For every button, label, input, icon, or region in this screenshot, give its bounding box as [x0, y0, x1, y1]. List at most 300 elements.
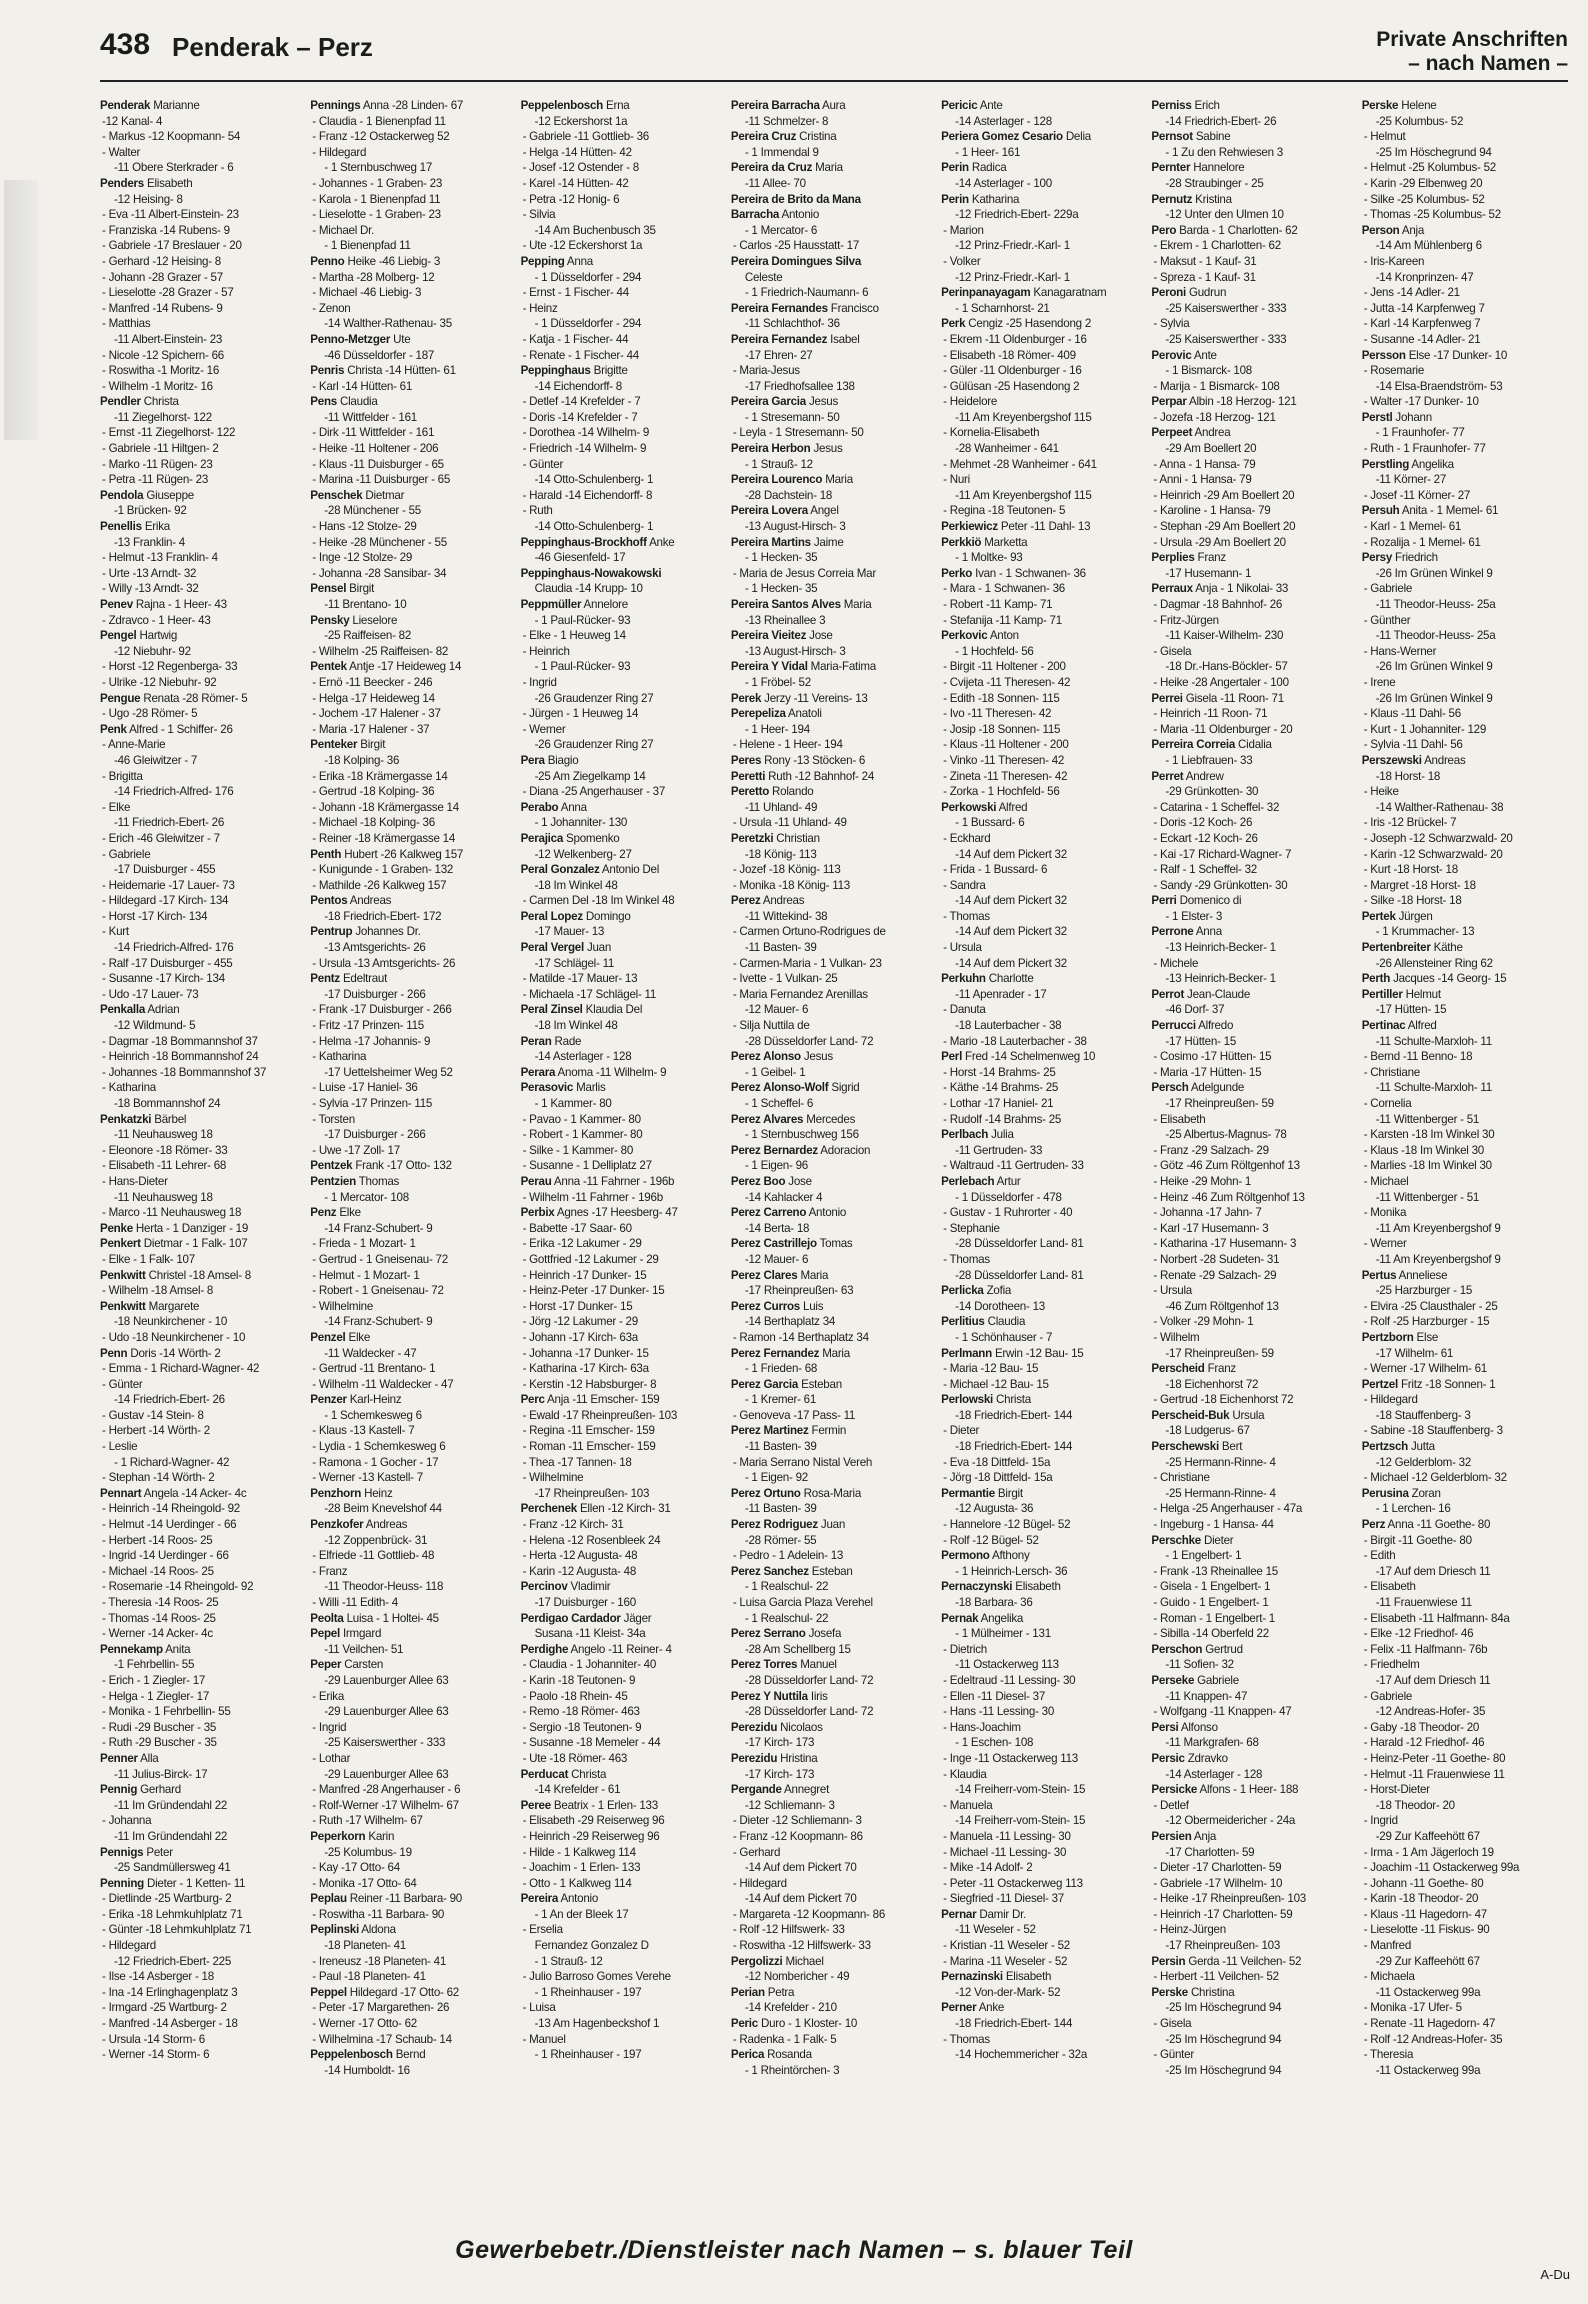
entry-detail: Anneliese: [1398, 1268, 1448, 1282]
directory-entry-address: - 1 Moltke- 93: [955, 551, 1023, 565]
column-2: [310, 98, 518, 2210]
directory-entry-head: [1151, 737, 1359, 753]
directory-entry-head: [310, 1158, 518, 1174]
entry-detail: Erwin -12 Bau- 15: [994, 1346, 1084, 1360]
directory-entry-address: -26 Im Grünen Winkel 9: [1375, 660, 1493, 674]
directory-entry: - Walter: [102, 145, 141, 159]
directory-entry-address: -14 Franz-Schubert- 9: [324, 1315, 433, 1329]
directory-entry-address: - 1 Mercator- 108: [324, 1190, 409, 1204]
directory-entry-address: -12 Augusta- 36: [955, 1502, 1034, 1516]
surname: Perica: [730, 2048, 765, 2062]
directory-entry-address: -28 Dachstein- 18: [744, 488, 833, 502]
directory-entry-address: -11 Im Gründendahl 22: [114, 1829, 228, 1843]
entry-detail: Heike -46 Liebig- 3: [347, 254, 441, 268]
directory-entry-head: [100, 691, 308, 707]
surname: Pertzel: [1361, 1377, 1398, 1391]
entry-detail: Elke: [339, 1206, 361, 1220]
directory-entry-address: -28 Straubinger - 25: [1165, 176, 1264, 190]
directory-entry-address: - 1 Sternbuschweg 156: [744, 1128, 859, 1142]
entry-detail: Juan: [820, 1518, 846, 1532]
directory-entry: - Maksut - 1 Kauf- 31: [1153, 254, 1257, 268]
directory-entry-address: -17 Rheinpreußen- 59: [1165, 1097, 1274, 1110]
directory-entry-address: - 1 Friedrich-Naumann- 6: [744, 286, 869, 300]
entry-detail: Ante: [1193, 348, 1217, 362]
surname: Peperkorn: [310, 1829, 366, 1843]
directory-entry: - Ellen -11 Diesel- 37: [943, 1689, 1046, 1703]
surname: Pennart: [100, 1486, 142, 1500]
directory-entry-address: -14 Friedrich-Alfred- 176: [114, 941, 234, 955]
directory-entry: - Ursula -29 Am Boellert 20: [1153, 535, 1286, 549]
directory-entry: - Lothar: [312, 1751, 351, 1765]
directory-entry-address: -18 Planeten- 41: [324, 1939, 407, 1953]
directory-entry: - Carmen-Maria - 1 Vulkan- 23: [732, 956, 882, 970]
directory-entry-head: [731, 332, 939, 348]
directory-entry-head: [100, 519, 308, 535]
directory-entry-address: -11 Ostackerweg 99a: [1375, 2063, 1481, 2077]
entry-detail: Albin -18 Herzog- 121: [1188, 395, 1297, 409]
directory-entry: - Rosemarie: [1363, 364, 1425, 378]
directory-entry: - Wilhelm -11 Fahrner - 196b: [522, 1190, 663, 1204]
surname: Perpeet: [1151, 426, 1193, 440]
directory-entry-head: [310, 659, 518, 675]
directory-entry: - Carmen Del -18 Im Winkel 48: [522, 894, 675, 908]
surname: Pensky: [310, 613, 350, 627]
entry-detail: Franz: [1207, 1362, 1236, 1376]
directory-entry: - Maria-Jesus: [732, 364, 800, 378]
surname: Peppmüller: [520, 598, 582, 611]
entry-detail: Bert: [1221, 1440, 1243, 1454]
directory-entry: - Edeltraud -11 Lessing- 30: [943, 1673, 1076, 1687]
entry-detail: Maria: [815, 161, 843, 175]
directory-entry: - Elke - 1 Falk- 107: [102, 1252, 195, 1266]
surname: Pereira de Brito da Mana: [730, 192, 861, 206]
entry-detail: Elisabeth: [1015, 1580, 1061, 1594]
directory-entry: - Elisabeth -11 Halfmann- 84a: [1363, 1611, 1510, 1625]
directory-entry-head: [310, 893, 518, 909]
surname: Perez Castrillejo: [730, 1237, 817, 1251]
surname: Perpar: [1151, 395, 1187, 409]
surname: Pentrup: [310, 925, 353, 939]
directory-entry-address: - 1 Sternbuschweg 17: [324, 161, 433, 175]
surname: Peric: [730, 2017, 758, 2031]
directory-entry-address: - 1 Bismarck- 108: [1165, 364, 1252, 378]
directory-entry: - Fritz-Jürgen: [1153, 613, 1219, 627]
entry-detail: Andreas: [762, 894, 805, 908]
directory-entry: - Harald -12 Friedhof- 46: [1363, 1736, 1485, 1750]
surname: Pereira Lourenco: [730, 473, 823, 487]
entry-detail: Antonio: [781, 208, 820, 222]
surname: Pennig: [100, 1783, 138, 1797]
entry-detail: Claudia: [339, 395, 378, 409]
entry-detail: Annelore: [583, 598, 628, 611]
entry-detail: Christina: [1190, 1985, 1235, 1999]
directory-entry: - Gisela: [1153, 644, 1192, 658]
directory-entry-address: - 1 Realschul- 22: [744, 1580, 829, 1594]
directory-entry: - Josef -11 Körner- 27: [1363, 488, 1471, 502]
directory-entry-address: -11 Obere Sterkrader - 6: [114, 161, 234, 175]
directory-entry: - Otto - 1 Kalkweg 114: [522, 1876, 632, 1890]
directory-entry-address: -17 Wilhelm- 61: [1375, 1346, 1454, 1360]
directory-entry: - Ute -18 Römer- 463: [522, 1751, 628, 1765]
directory-entry-head: [731, 441, 939, 457]
directory-entry-head: [941, 1283, 1149, 1299]
directory-entry: - Christiane: [1363, 1065, 1420, 1079]
directory-entry: - Helga -14 Hütten- 42: [522, 145, 632, 159]
directory-entry-address: -11 Apenrader - 17: [955, 987, 1047, 1001]
directory-entry: - Cvijeta -11 Theresen- 42: [943, 675, 1071, 689]
directory-entry: - Waltraud -11 Gertruden- 33: [943, 1159, 1084, 1173]
directory-entry-head: [521, 363, 729, 379]
surname: Penev: [100, 598, 133, 611]
directory-entry: - Ralf - 1 Scheffel- 32: [1153, 863, 1257, 877]
directory-entry-address: -12 Schliemann- 3: [744, 1798, 835, 1812]
surname: Perez Garcia: [730, 1377, 799, 1391]
directory-entry-address: -17 Charlotten- 59: [1165, 1845, 1255, 1859]
directory-entry-address: -12 Von-der-Mark- 52: [955, 1985, 1061, 1999]
entry-detail: Rosa-Maria: [803, 1486, 862, 1500]
directory-entry: - Ireneusz -18 Planeten- 41: [312, 1954, 447, 1968]
surname: Perez Rodriguez: [730, 1518, 818, 1532]
entry-detail: Angelo -11 Reiner- 4: [570, 1642, 672, 1656]
directory-entry: - Elfriede -11 Gottlieb- 48: [312, 1549, 435, 1563]
surname: Periera Gomez Cesario: [941, 130, 1063, 144]
directory-entry: - Cosimo -17 Hütten- 15: [1153, 1050, 1272, 1064]
directory-entry: - Manuela -11 Lessing- 30: [943, 1829, 1071, 1843]
directory-entry: - Claudia - 1 Johanniter- 40: [522, 1658, 657, 1672]
directory-entry: - Ursula -14 Storm- 6: [102, 2032, 205, 2046]
directory-entry-head: [100, 1299, 308, 1315]
directory-entry-address: -29 Lauenburger Allee 63: [324, 1673, 449, 1687]
directory-entry-address: - 1 Heer- 161: [955, 145, 1021, 159]
entry-detail: Cengiz -25 Hasendong 2: [968, 317, 1092, 331]
directory-entry-head: [941, 1392, 1149, 1408]
entry-detail: Aura: [822, 99, 846, 112]
directory-entry-address: -18 Friedrich-Ebert- 144: [955, 1440, 1073, 1454]
surname: Perez Ortuno: [730, 1486, 801, 1500]
directory-entry: - Günter: [522, 457, 564, 471]
directory-entry-head: [310, 1174, 518, 1190]
entry-detail: Else: [1416, 1330, 1439, 1344]
surname: Pernak: [941, 1611, 979, 1625]
directory-entry: - Gertrud -18 Eichenhorst 72: [1153, 1393, 1294, 1407]
directory-entry: - Petra -12 Honig- 6: [522, 192, 620, 206]
directory-entry: - Birgit -11 Holtener - 200: [943, 660, 1066, 674]
directory-entry: - Willy -13 Arndt- 32: [102, 582, 199, 596]
directory-entry: - Ruth - 1 Fraunhofer- 77: [1363, 442, 1486, 456]
entry-detail: Annegret: [784, 1783, 830, 1797]
entry-detail: Zoran: [1411, 1486, 1441, 1500]
directory-entry-address: -25 Im Höschegrund 94: [1165, 2032, 1282, 2046]
directory-entry-address: -25 Kaiserswerther - 333: [1165, 301, 1287, 315]
directory-entry: - Karin -18 Teutonen- 9: [522, 1673, 636, 1687]
entry-detail: Adoracion: [820, 1143, 871, 1157]
directory-entry: - Zenon: [312, 301, 351, 315]
directory-entry-address: -29 Grünkotten- 30: [1165, 785, 1259, 799]
surname: Penkert: [100, 1237, 141, 1251]
directory-entry-address: -14 Hochemmericher - 32a: [955, 2048, 1088, 2062]
directory-entry-head: [731, 207, 939, 223]
directory-entry: - Dirk -11 Wittfelder - 161: [312, 426, 435, 440]
surname: Pennigs: [100, 1845, 144, 1859]
directory-entry-head: [941, 519, 1149, 535]
directory-entry-head: [310, 332, 518, 348]
entry-detail: Antonio Del: [601, 863, 660, 877]
directory-entry-address: -11 Schlachthof- 36: [744, 317, 840, 331]
directory-entry-head: [521, 831, 729, 847]
directory-entry-head: [310, 1517, 518, 1533]
directory-entry: - Manuela: [943, 1798, 993, 1812]
directory-entry-head: [731, 1205, 939, 1221]
directory-entry: - Luisa Garcia Plaza Verehel: [732, 1596, 873, 1609]
entry-detail: Anna -11 Fahrner - 196b: [553, 1174, 675, 1188]
surname: Penkwitt: [100, 1299, 146, 1313]
directory-entry-address: -11 Am Kreyenbergshof 115: [955, 410, 1092, 424]
directory-entry-head: [941, 1314, 1149, 1330]
directory-entry: - Kurt -18 Horst- 18: [1363, 863, 1458, 877]
directory-entry: - Hildegard -17 Kirch- 134: [102, 894, 229, 908]
directory-entry: - Renate -29 Salzach- 29: [1153, 1268, 1277, 1282]
directory-entry-head: [100, 1002, 308, 1018]
directory-entry-head: [100, 1112, 308, 1128]
directory-entry: - Josip -18 Sonnen- 115: [943, 722, 1061, 736]
surname: Perez Fernandez: [730, 1346, 820, 1360]
directory-entry-address: - 1 Düsseldorfer - 294: [534, 317, 642, 331]
surname: Perezidu: [730, 1751, 778, 1765]
directory-entry-head: [1151, 1439, 1359, 1455]
directory-entry: - Kai -17 Richard-Wagner- 7: [1153, 847, 1292, 861]
directory-entry: - Ivette - 1 Vulkan- 25: [732, 972, 838, 986]
directory-entry: - Maria Serrano Nistal Vereh: [732, 1455, 873, 1469]
surname: Pereira da Cruz: [730, 161, 813, 175]
directory-entry: - Susanne -17 Kirch- 134: [102, 972, 225, 986]
surname: Perri: [1151, 894, 1177, 908]
directory-entry-address: -25 Harzburger - 15: [1375, 1284, 1473, 1298]
directory-entry: - Johanna -17 Jahn- 7: [1153, 1206, 1262, 1220]
directory-entry-address: - 1 Heinrich-Lersch- 36: [955, 1564, 1068, 1578]
directory-entry: - Helmut -11 Frauenwiese 11: [1363, 1767, 1505, 1781]
directory-entry-head: [100, 597, 308, 613]
directory-entry-head: [941, 628, 1149, 644]
directory-entry: - Wilhelm: [1153, 1330, 1200, 1344]
directory-entry-head: [731, 691, 939, 707]
directory-entry-address: - 1 Hecken- 35: [744, 551, 818, 565]
entry-detail: Barda - 1 Charlotten- 62: [1179, 223, 1298, 237]
directory-entry: - Johannes -18 Bommannshof 37: [102, 1065, 267, 1079]
directory-entry: - Friedrich -14 Wilhelm- 9: [522, 442, 647, 456]
entry-detail: Christa: [571, 1767, 607, 1781]
directory-entry-head: [310, 971, 518, 987]
entry-detail: Carsten: [344, 1658, 384, 1672]
directory-entry-address: -14 Eichendorff- 8: [534, 379, 623, 393]
surname: Perez Curros: [730, 1299, 801, 1313]
surname: Barracha: [730, 208, 780, 222]
directory-entry: - Helena -12 Rosenbleek 24: [522, 1533, 661, 1547]
directory-entry: - Rosemarie -14 Rheingold- 92: [102, 1580, 254, 1594]
directory-entry: - Michael -12 Bau- 15: [943, 1377, 1049, 1391]
directory-entry: - Rolf -12 Andreas-Hofer- 35: [1363, 2032, 1503, 2046]
surname: Pengue: [100, 691, 141, 705]
directory-entry-address: Celeste: [744, 270, 783, 284]
directory-entry-address: -17 Ehren- 27: [744, 348, 813, 362]
directory-entry-address: -28 Beim Knevelshof 44: [324, 1502, 442, 1516]
directory-entry-head: [1151, 1642, 1359, 1658]
entry-detail: Katharina: [971, 192, 1020, 206]
entry-detail: Biagio: [547, 753, 579, 767]
directory-entry: - Wilhelm -25 Raiffeisen- 82: [312, 644, 449, 658]
directory-entry-address: -11 Gertruden- 33: [955, 1143, 1043, 1157]
directory-entry: - Joachim - 1 Erlen- 133: [522, 1861, 641, 1875]
directory-entry-address: - 1 Richard-Wagner- 42: [114, 1455, 230, 1469]
directory-entry: - Hildegard: [312, 145, 367, 159]
directory-entry-head: [310, 2047, 518, 2063]
entry-detail: Adrian: [147, 1003, 180, 1017]
directory-entry-head: [731, 1377, 939, 1393]
directory-entry-head: [100, 1268, 308, 1284]
directory-entry-address: -18 Ludgerus- 67: [1165, 1424, 1250, 1438]
directory-entry: - Käthe -14 Brahms- 25: [943, 1081, 1059, 1095]
directory-entry-head: [100, 1221, 308, 1237]
directory-entry-address: -14 Krefelder - 210: [744, 2001, 837, 2015]
directory-entry-address: -17 Uettelsheimer Weg 52: [324, 1065, 453, 1079]
directory-entry: - Ernö -11 Beecker - 246: [312, 675, 433, 689]
directory-entry: - Silke -18 Horst- 18: [1363, 894, 1462, 908]
directory-entry-head: [1151, 348, 1359, 364]
surname: Penkwitt: [100, 1268, 146, 1282]
directory-entry-head: [731, 301, 939, 317]
directory-entry: - Maria -17 Hütten- 15: [1153, 1065, 1262, 1079]
directory-entry: - Heinz: [522, 301, 558, 315]
surname: Peplau: [310, 1892, 347, 1906]
directory-entry-address: -11 Neuhausweg 18: [114, 1190, 213, 1204]
directory-entry-address: - 1 Paul-Rücker- 93: [534, 660, 631, 674]
entry-detail: Jaime: [813, 535, 844, 549]
directory-entry: - Heinrich -18 Bommannshof 24: [102, 1050, 259, 1064]
directory-entry: - Doris -14 Krefelder - 7: [522, 410, 638, 424]
surname: Perkovic: [941, 629, 988, 643]
directory-entry: - Michael: [1363, 1174, 1409, 1188]
directory-entry-address: -11 Waldecker - 47: [324, 1346, 417, 1360]
directory-entry: - Gustav - 1 Ruhrorter - 40: [943, 1206, 1073, 1220]
directory-entry: - Leslie: [102, 1440, 138, 1454]
surname: Perscheid-Buk: [1151, 1408, 1230, 1422]
directory-entry-head: [310, 488, 518, 504]
directory-entry: - Ramon -14 Berthaplatz 34: [732, 1330, 869, 1344]
directory-entry: - Marko -11 Rügen- 23: [102, 457, 213, 471]
surname: Pertenbreiter: [1361, 941, 1431, 955]
directory-entry: - Erika -18 Krämergasse 14: [312, 769, 448, 783]
directory-entry-head: [731, 769, 939, 785]
directory-entry-head: [310, 1205, 518, 1221]
directory-entry-address: -13 August-Hirsch- 3: [744, 644, 846, 658]
entry-detail: Karl-Heinz: [349, 1393, 402, 1407]
column-5: [941, 98, 1149, 2210]
surname: Perez: [730, 894, 761, 908]
directory-entry: - Rolf -12 Hilfswerk- 33: [732, 1923, 845, 1937]
directory-entry: - Gertrud - 1 Gneisenau- 72: [312, 1252, 448, 1266]
surname: Penders: [100, 176, 145, 190]
directory-entry-address: -11 Am Kreyenbergshof 115: [955, 488, 1092, 502]
surname: Peretti: [730, 769, 766, 783]
surname: Perlitius: [941, 1315, 985, 1329]
surname: Peppinghaus: [520, 364, 591, 378]
directory-entry: - Michael -46 Liebig- 3: [312, 286, 422, 300]
directory-entry-head: [731, 628, 939, 644]
directory-entry: - Klaus -18 Im Winkel 30: [1363, 1143, 1484, 1157]
directory-entry: - Rozalija - 1 Memel- 61: [1363, 535, 1481, 549]
entry-detail: Johannes Dr.: [355, 925, 421, 939]
directory-entry-head: [310, 363, 518, 379]
directory-entry-address: - 1 Kammer- 80: [534, 1097, 612, 1110]
surname: Perez Boo: [730, 1174, 786, 1188]
directory-entry: - Ilse -14 Asberger - 18: [102, 1970, 214, 1984]
directory-entry: - Urte -13 Arndt- 32: [102, 566, 197, 580]
directory-entry-address: -11 Sofien- 32: [1165, 1658, 1234, 1672]
entry-detail: Giuseppe: [146, 488, 194, 502]
directory-entry-address: -17 Mauer- 13: [534, 925, 605, 939]
surname: Perk: [941, 317, 966, 331]
surname: Perniss: [1151, 99, 1192, 112]
surname: Penk: [100, 722, 127, 736]
directory-entry: - Gabriele: [1363, 1689, 1413, 1703]
directory-entry-address: - 1 Bienenpfad 11: [324, 239, 411, 253]
directory-entry: - Klaus -11 Dahl- 56: [1363, 707, 1461, 721]
surname: Perez Alonso-Wolf: [730, 1081, 829, 1095]
directory-entry: - Susanne - 1 Delliplatz 27: [522, 1159, 652, 1173]
directory-entry: - Werner -17 Otto- 62: [312, 2017, 417, 2031]
directory-entry: - Hannelore -12 Bügel- 52: [943, 1518, 1071, 1532]
directory-entry: - Werner: [522, 722, 566, 736]
directory-entry-address: - 1 Schönhauser - 7: [955, 1330, 1053, 1344]
directory-entry: - Rolf -12 Bügel- 52: [943, 1533, 1039, 1547]
directory-entry-address: -12 Eckershorst 1a: [534, 114, 628, 128]
directory-entry-head: [521, 1034, 729, 1050]
directory-entry-head: [731, 597, 939, 613]
surname: Pens: [310, 395, 337, 409]
surname: Perdighe: [520, 1642, 569, 1656]
directory-entry-head: [731, 2047, 939, 2063]
entry-detail: Hildegard -17 Otto- 62: [349, 1985, 459, 1999]
entry-detail: Brigitte: [593, 364, 628, 378]
directory-entry: - Theresia -14 Roos- 25: [102, 1596, 219, 1609]
directory-entry-head: [310, 613, 518, 629]
directory-entry-head: [1362, 410, 1570, 426]
directory-entry: - Elisabeth: [1153, 1112, 1206, 1126]
directory-entry-address: - 1 Immendal 9: [744, 145, 819, 159]
directory-entry-address: -14 Berta- 18: [744, 1221, 810, 1235]
surname: Pernaczynski: [941, 1580, 1013, 1594]
surname: Perez Carreno: [730, 1206, 807, 1220]
directory-entry: - Elisabeth: [1363, 1580, 1416, 1594]
entry-detail: Josefa: [808, 1627, 842, 1641]
directory-entry-head: [1362, 1377, 1570, 1393]
directory-entry: - Ursula -13 Amtsgerichts- 26: [312, 956, 456, 970]
directory-entry-head: [941, 160, 1149, 176]
directory-entry: - Herbert -11 Veilchen- 52: [1153, 1970, 1279, 1984]
entry-detail: Erich: [1194, 99, 1220, 112]
directory-entry: - Friedhelm: [1363, 1658, 1420, 1672]
surname: Pereira Cruz: [730, 130, 797, 144]
directory-entry: - Maria de Jesus Correia Mar: [732, 566, 876, 580]
entry-detail: Jose: [788, 1174, 812, 1188]
directory-entry-address: -1 Fehrbellin- 55: [114, 1658, 195, 1672]
directory-entry-address: -18 Dr.-Hans-Böckler- 57: [1165, 660, 1288, 674]
directory-entry-address: -14 Asterlager - 128: [534, 1050, 632, 1064]
directory-entry-address: -14 Auf dem Pickert 70: [744, 1861, 857, 1875]
directory-entry-head: [1362, 1330, 1570, 1346]
entry-detail: Ivan - 1 Schwanen- 36: [975, 566, 1086, 580]
surname: Penris: [310, 364, 345, 378]
entry-detail: Afthony: [991, 1549, 1030, 1563]
